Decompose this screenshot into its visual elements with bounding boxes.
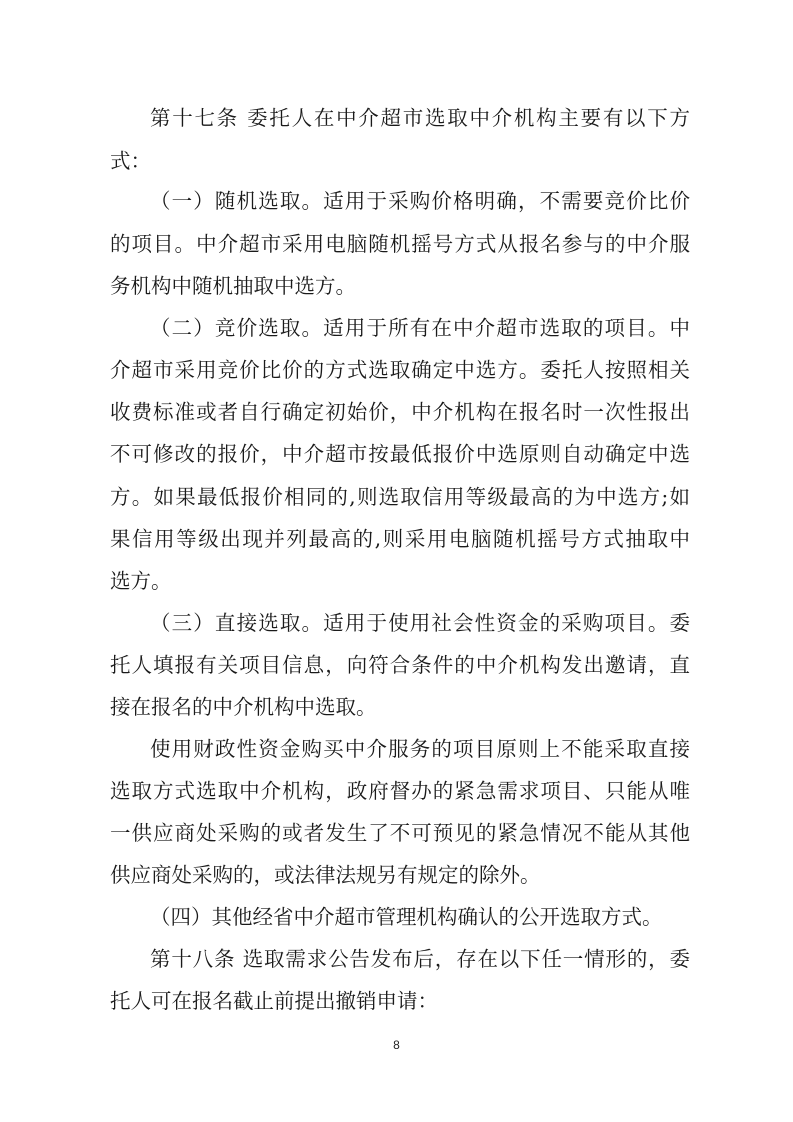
text-line: 选方。 <box>110 569 172 593</box>
text-line: 介超市采用竞价比价的方式选取确定中选方。委托人按照相关 <box>110 358 690 382</box>
clause-3-heading-line: （三）直接选取。适用于使用社会性资金的采购项目。委 <box>150 611 690 635</box>
article-17-heading-line: 第十七条 委托人在中介超市选取中介机构主要有以下方 <box>150 106 690 130</box>
text-line: 不可修改的报价，中介超市按最低报价中选原则自动确定中选 <box>110 442 690 466</box>
text-line: 供应商处采购的，或法律法规另有规定的除外。 <box>110 863 541 887</box>
clause-2-heading-line: （二）竞价选取。适用于所有在中介超市选取的项目。中 <box>150 316 690 340</box>
text-line: 托人可在报名截止前提出撤销申请： <box>110 989 438 1013</box>
clause-4-heading-line: （四）其他经省中介超市管理机构确认的公开选取方式。 <box>150 905 663 929</box>
text-line: 选取方式选取中介机构，政府督办的紧急需求项目、只能从唯 <box>110 779 690 803</box>
text-line: 方。如果最低报价相同的,则选取信用等级最高的为中选方;如 <box>110 485 690 509</box>
text-line: 的项目。中介超市采用电脑随机摇号方式从报名参与的中介服 <box>110 232 690 256</box>
paragraph-start-line: 使用财政性资金购买中介服务的项目原则上不能采取直接 <box>150 737 690 761</box>
text-line: 托人填报有关项目信息，向符合条件的中介机构发出邀请，直 <box>110 653 690 677</box>
page-number: 8 <box>393 1038 400 1052</box>
text-line: 果信用等级出现并列最高的,则采用电脑随机摇号方式抽取中 <box>110 527 690 551</box>
text-line: 一供应商处采购的或者发生了不可预见的紧急情况不能从其他 <box>110 821 690 845</box>
clause-1-heading-line: （一）随机选取。适用于采购价格明确，不需要竞价比价 <box>150 189 690 213</box>
article-18-heading-line: 第十八条 选取需求公告发布后，存在以下任一情形的，委 <box>150 947 690 971</box>
text-line: 接在报名的中介机构中选取。 <box>110 695 377 719</box>
text-line: 式： <box>110 149 151 173</box>
text-line: 收费标准或者自行确定初始价，中介机构在报名时一次性报出 <box>110 400 690 424</box>
text-line: 务机构中随机抽取中选方。 <box>110 274 356 298</box>
